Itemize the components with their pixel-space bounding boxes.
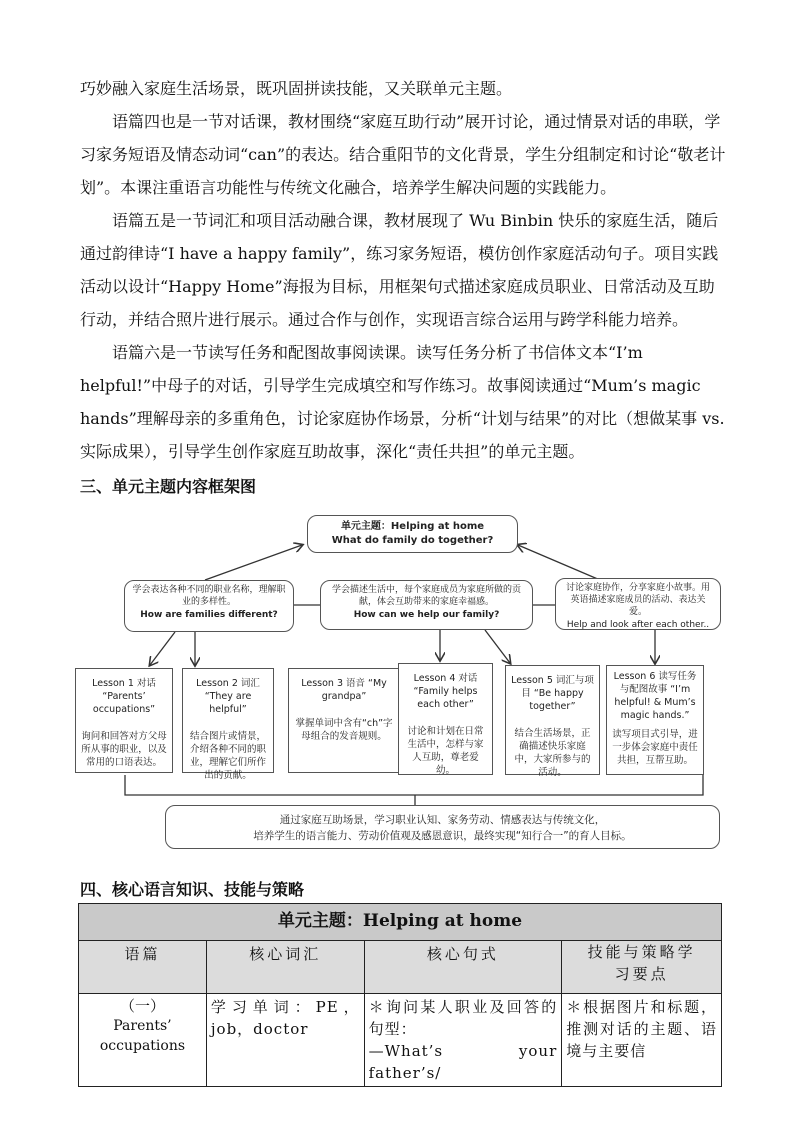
arrow-to-lesson1: [150, 632, 175, 665]
lesson-box-4: [398, 663, 493, 775]
table-row: [79, 994, 722, 1087]
header-vocabulary: 核心词汇: [206, 941, 364, 994]
focus-text: 讨论家庭协作，分享家庭小故事。用英语描述家庭成员的活动、表达关爱。: [565, 583, 710, 617]
core-language-table: [78, 903, 722, 1087]
table-title: 单元主题：Helping at home: [79, 904, 722, 941]
theme-question: What do family do together?: [331, 535, 494, 546]
text-cell: [79, 994, 207, 1087]
paragraph-continuation: 巧妙融入家庭生活场景，既巩固拼读技能，又关联单元主题。: [80, 79, 513, 98]
theme-box: [307, 515, 518, 553]
header-sentences: 核心句式: [364, 941, 562, 994]
header-text: 语篇: [79, 941, 207, 994]
focus-question: Help and look after each other..: [566, 620, 710, 630]
lesson-title: Lesson 2 词汇 “They are helpful”: [196, 678, 260, 715]
arrow-right-to-top: [518, 545, 600, 580]
text-title: Parents’ occupations: [99, 1018, 186, 1054]
paragraph-lesson6: 语篇六是一节读写任务和配图故事阅读课。读写任务分析了书信体文本“I’m helpful!”中母子的对话，引导学生完成填空和写作练习。故事阅读通过“Mum’s magic hands”理解母亲的多重角色，讨论家庭协作场景，分析“计划与结果”的对比（想做某事 vs. 实际成果），引导学生创作家庭互助故事，深化“责任共担”的单元主题。: [80, 343, 725, 461]
lesson-desc: 结合图片或情景，介绍各种不同的职业，理解它们所作出的贡献。: [189, 731, 266, 781]
focus-text: 学会描述生活中，每个家庭成员为家庭所做的贡献，体会互助带来的家庭幸福感。: [331, 585, 521, 607]
lesson-title: Lesson 6 读写任务与配图故事 “I’m helpful! & Mum’s magic hands.”: [613, 671, 697, 721]
goal-box: [165, 805, 720, 849]
arrow-left-to-top: [205, 545, 302, 580]
lesson-desc: 讨论和计划在日常生活中，怎样与家人互助，尊老爱幼。: [407, 726, 484, 776]
lesson-title: Lesson 3 语音 “My grandpa”: [301, 678, 387, 702]
focus-question: How are families different?: [140, 610, 278, 620]
sentence-example: —What’s your father’s/: [368, 1042, 558, 1082]
table-title-row: [79, 904, 722, 941]
sentence-pattern: ＊询问某人职业及回答的句型：: [368, 998, 558, 1038]
lesson-desc: 读写项目式引导，进一步体会家庭中责任共担，互帮互助。: [612, 729, 698, 766]
arrow-to-lesson5: [485, 630, 510, 663]
goal-line-1: 通过家庭互助场景，学习职业认知、家务劳动、情感表达与传统文化，: [279, 814, 606, 826]
lesson-box-3: [288, 668, 400, 773]
lesson-title: Lesson 1 对话 “Parents’ occupations”: [92, 678, 156, 715]
paragraph-lesson4: 语篇四也是一节对话课，教材围绕“家庭互助行动”展开讨论，通过情景对话的串联，学习家务短语及情态动词“can”的表达。结合重阳节的文化背景，学生分组制定和讨论“敬老计划”。本课注重语言功能性与传统文化融合，培养学生解决问题的实践能力。: [80, 112, 726, 197]
focus-box-occupations: [124, 580, 294, 632]
lesson-desc: 结合生活场景，正确描述快乐家庭中，大家所参与的活动。: [514, 728, 591, 778]
table-header-row: [79, 941, 722, 994]
section-heading-framework: 三、单元主题内容框架图: [80, 477, 257, 496]
theme-title: 单元主题：Helping at home: [340, 521, 485, 532]
text-number: （一）: [119, 997, 165, 1015]
goal-line-2: 培养学生的语言能力、劳动价值观及感恩意识，最终实现“知行合一”的育人目标。: [253, 830, 632, 842]
paragraph-lesson5: 语篇五是一节词汇和项目活动融合课，教材展现了 Wu Binbin 快乐的家庭生活，随后通过韵律诗“I have a happy family”，练习家务短语，模仿创作家庭活动句子。项目实践活动以设计“Happy Home”海报为目标，用框架句式描述家庭成员职业、日常活动及互助行动，并结合照片进行展示。通过合作与创作，实现语言综合运用与跨学科能力培养。: [80, 211, 719, 329]
focus-box-help-family: [320, 580, 533, 630]
lesson-title: Lesson 4 对话 “Family helps each other”: [413, 673, 478, 710]
sentences-cell: [364, 994, 562, 1087]
lesson-desc: 询问和回答对方父母所从事的职业，以及常用的口语表达。: [81, 731, 167, 768]
focus-text: 学会表达各种不同的职业名称，理解职业的多样性。: [132, 585, 286, 607]
lesson-box-2: [182, 668, 274, 781]
lesson-desc: 掌握单词中含有“ch”字母组合的发音规则。: [295, 718, 393, 742]
lesson-title: Lesson 5 词汇与项目 “Be happy together”: [511, 675, 594, 712]
section-heading-core-language: 四、核心语言知识、技能与策略: [80, 880, 305, 899]
lesson-box-5: [505, 665, 600, 778]
lesson-box-1: [75, 668, 173, 773]
lesson-box-6: [606, 665, 704, 775]
focus-question: How can we help our family?: [353, 610, 500, 620]
focus-box-look-after: [555, 578, 721, 630]
header-skills: 技能与策略学习要点: [562, 941, 722, 994]
vocabulary-cell: 学习单词：PE，job，doctor: [206, 994, 364, 1087]
skills-cell: ＊根据图片和标题，推测对话的主题、语境与主要信: [562, 994, 722, 1087]
